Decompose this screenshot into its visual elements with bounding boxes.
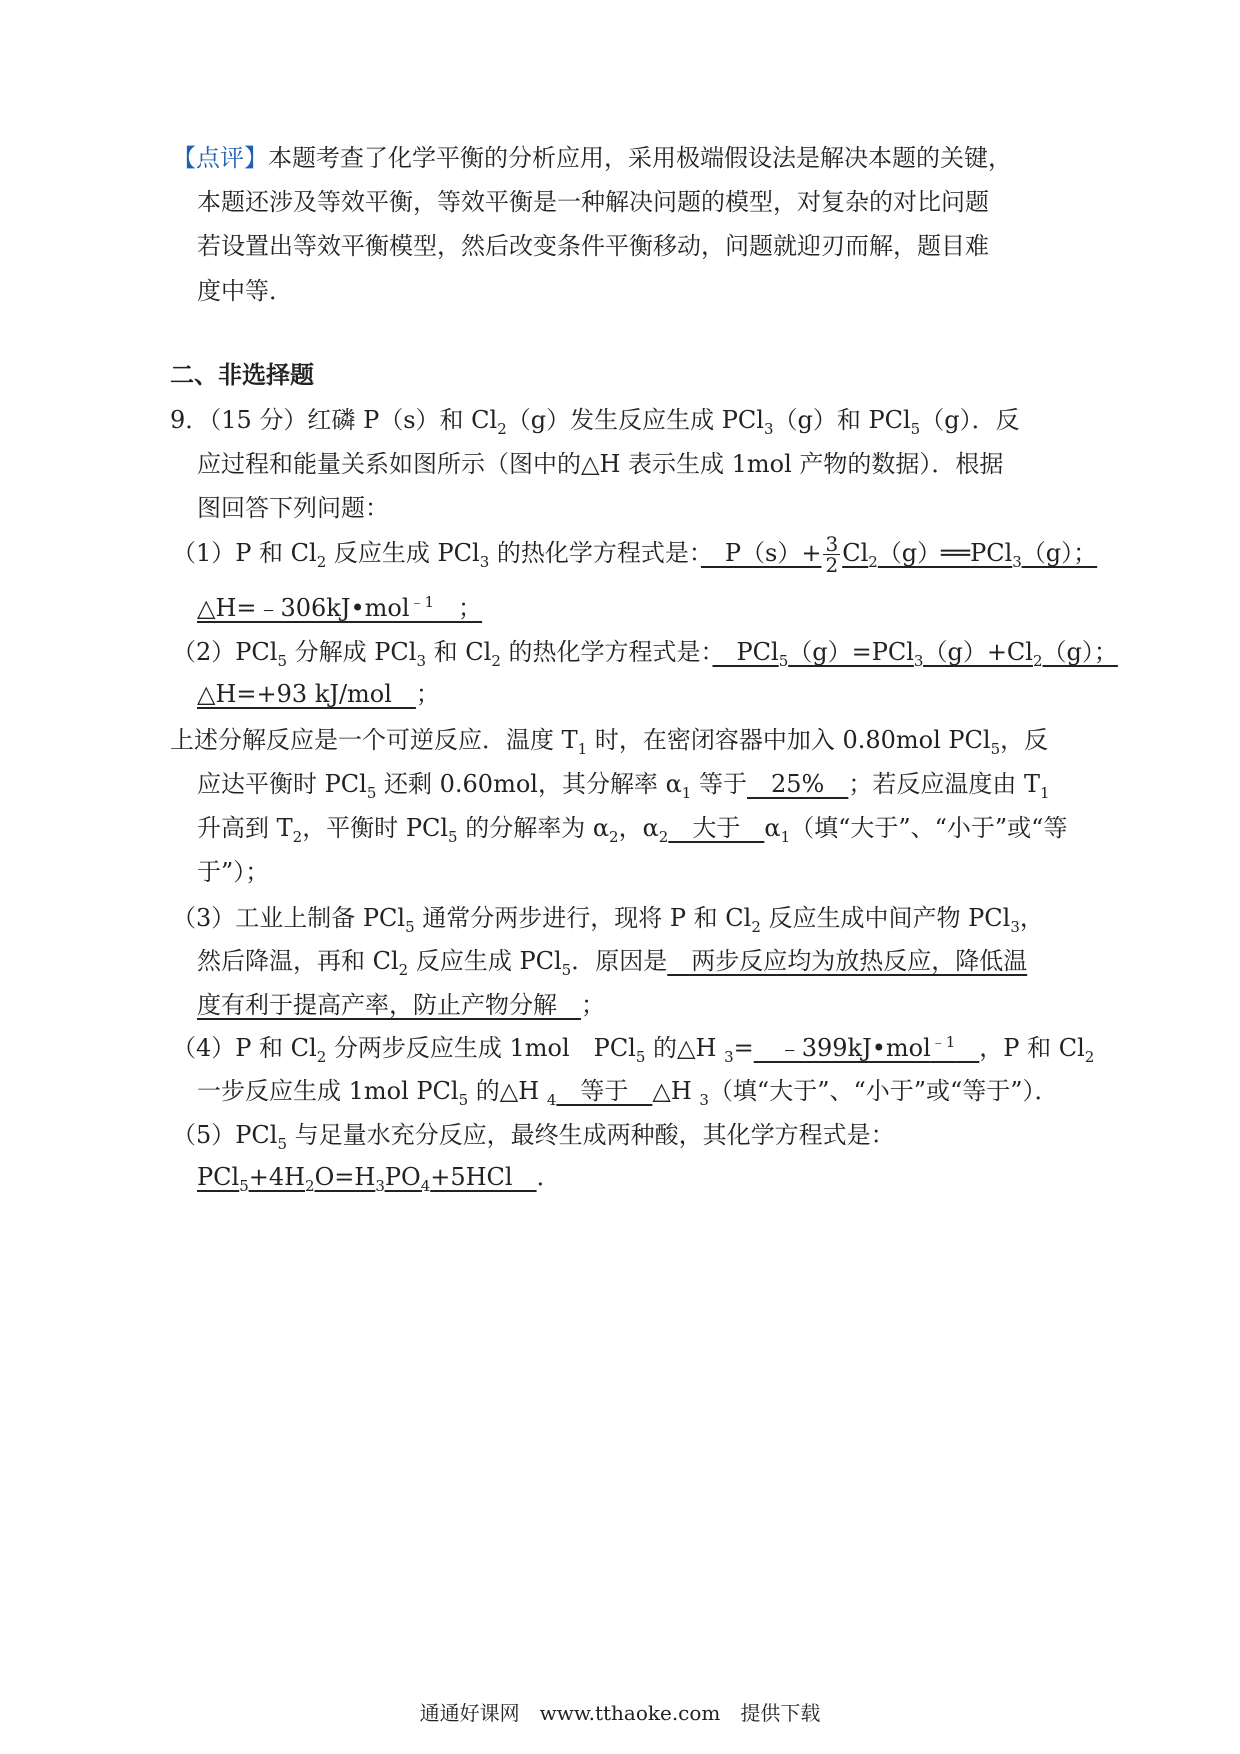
q9-part2-answer-dh: △H=+93 kJ/mol (197, 680, 416, 708)
q9-part4-dh3-answer: ﹣399kJ•mol$^{﹣1}$ (753, 1033, 956, 1062)
review-line-1: 【点评】本题考查了化学平衡的分析应用，采用极端假设法是解决本题的关键， (172, 144, 1012, 172)
q9-part2-line-2: △H=+93 kJ/mol ； (197, 680, 440, 708)
q9-part1-answer-dh: △H=﹣306kJ•mol$^{﹣1}$ ； (197, 593, 483, 622)
q9-part3-line-1: （3）工业上制备 PCl$_5$ 通常分两步进行，现将 P 和 $Cl_2$ 反应生成中间产物 PCl$_3$， (172, 904, 1044, 936)
q9-part3-line-3: 度有利于提高产率，防止产物分解 ； (197, 991, 605, 1019)
q9-part4-line-1: （4）P 和 $Cl_2$ 分两步反应生成 1mol PCl$_5$ 的△H $_3$= ﹣399kJ•mol$^{﹣1}$ ，P 和 $Cl_2$ (172, 1033, 1095, 1066)
page-footer: 通通好课网 www.tthaoke.com 提供下载 (419, 1701, 821, 1725)
q9-part4-compare-answer: 等于 (556, 1077, 653, 1105)
q9-part3-answer-cont: 度有利于提高产率，防止产物分解 (197, 991, 581, 1019)
q9-part4-line-2: 一步反应生成 1mol PCl$_5$ 的△H $_4$ 等于 △H $_3$（填“大于”、“小于”或“等于”）． (197, 1077, 1059, 1109)
q9-part5-line-1: （5）PCl$_5$ 与足量水充分反应，最终生成两种酸，其化学方程式是： (172, 1121, 895, 1153)
q9-part5-line-2: $PCl_5+4H_2O=H_3PO_4+5HCl$ ． (197, 1163, 561, 1195)
q9-part1-line-1: （1）P 和 $Cl_2$ 反应生成 PCl$_3$ 的热化学方程式是： P（s）+ $\frac{3}{2}$ $Cl_2(g)══PCl_3(g)$； (172, 532, 1098, 577)
section-title: 二、非选择题 (170, 361, 314, 389)
q9-part3-line-2: 然后降温，再和 $Cl_2$ 反应生成 PCl$_5$．原因是 两步反应均为放热反应，降低温 (197, 947, 1028, 979)
q9-part1-answer: P（s）+ $\frac{3}{2}$ $Cl_2(g)══PCl_3(g)$； (700, 532, 1098, 577)
q9-intro-line-3: 图回答下列问题： (197, 494, 389, 522)
q9-equilibrium-line-3: 升高到 $T_2$，平衡时 PCl$_5$ 的分解率为 $\alpha_2$，$\alpha_2$ 大于 $\alpha_1$（填“大于”、“小于”或“等 (197, 814, 1068, 846)
review-line-3: 若设置出等效平衡模型，然后改变条件平衡移动，问题就迎刃而解，题目难 (197, 232, 989, 260)
q9-intro-line-1: 9．（15 分）红磷 P（s）和 $Cl_2(g)$发生反应生成 PCl$_3$（g）和 PCl$_5$（g）．反 (170, 406, 1020, 438)
q9-part5-answer: $PCl_5+4H_2O=H_3PO_4+5HCl$ (197, 1163, 537, 1195)
q9-part2-line-1: （2）PCl$_5$ 分解成 PCl$_3$ 和 $Cl_2$ 的热化学方程式是： $PCl_5(g)=PCl_3(g)+Cl_2(g)$； (172, 638, 1118, 670)
review-line-4: 度中等． (197, 277, 293, 305)
q9-alpha1-answer: 25% (746, 770, 849, 798)
q9-alpha-compare-answer: 大于 (668, 814, 765, 842)
fraction-three-halves: $\frac{3}{2}$ (825, 532, 839, 577)
q9-equilibrium-line-4: 于”）； (197, 858, 270, 886)
q9-part3-answer: 两步反应均为放热反应，降低温 (667, 947, 1028, 975)
q9-equilibrium-line-2: 应达平衡时 PCl$_5$ 还剩 0.60mol，其分解率 $\alpha_1$ 等于 25% ；若反应温度由 $T_1$ (197, 770, 1050, 802)
review-tag: 【点评】 (172, 144, 268, 172)
q9-part2-answer: $PCl_5(g)=PCl_3(g)+Cl_2(g)$； (712, 638, 1118, 670)
review-line-2: 本题还涉及等效平衡，等效平衡是一种解决问题的模型，对复杂的对比问题 (197, 188, 989, 216)
q9-intro-line-2: 应过程和能量关系如图所示（图中的△H 表示生成 1mol 产物的数据）．根据 (197, 450, 1004, 478)
q9-equilibrium-line-1: 上述分解反应是一个可逆反应．温度 $T_1$ 时，在密闭容器中加入 0.80mol PCl$_5$，反 (170, 726, 1049, 758)
q9-part1-line-2 (197, 588, 482, 628)
